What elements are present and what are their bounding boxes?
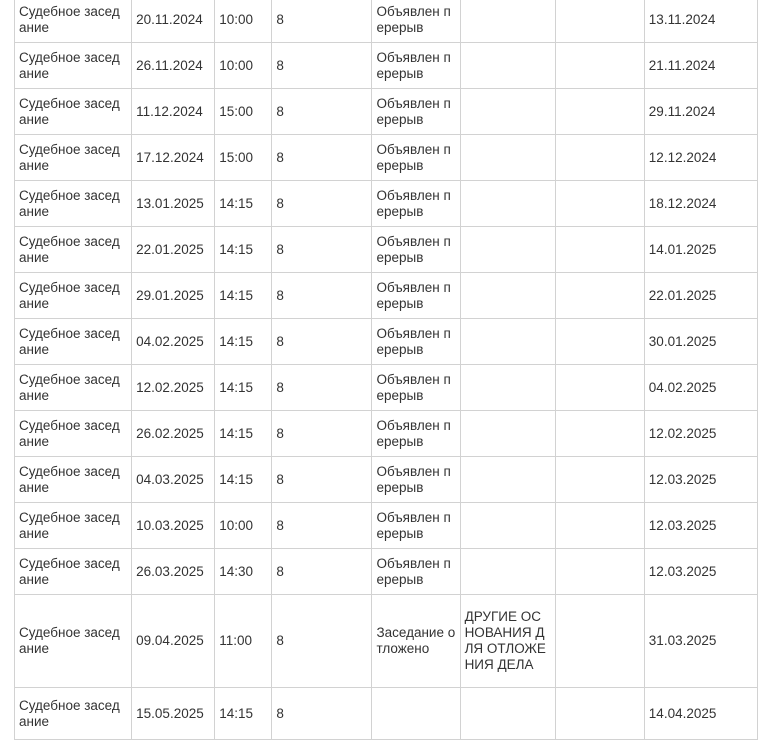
session-time-cell bbox=[215, 273, 272, 319]
table-row bbox=[15, 0, 758, 43]
session-result-cell bbox=[372, 227, 460, 273]
session-date-text: 10.03.2025 bbox=[136, 517, 204, 533]
note-cell bbox=[555, 688, 644, 740]
courtroom-text: 8 bbox=[276, 241, 284, 257]
publication-date-text: 12.03.2025 bbox=[648, 471, 717, 487]
session-date-cell bbox=[132, 43, 215, 89]
note-cell bbox=[555, 227, 644, 273]
publication-date-text: 22.01.2025 bbox=[648, 287, 717, 303]
table-row bbox=[15, 457, 758, 503]
session-time-text: 15:00 bbox=[219, 149, 254, 165]
session-date-cell bbox=[132, 135, 215, 181]
courtroom-text: 8 bbox=[276, 379, 284, 395]
session-time-cell bbox=[215, 135, 272, 181]
session-time-text: 10:00 bbox=[219, 517, 254, 533]
session-time-cell bbox=[215, 227, 272, 273]
session-type-cell bbox=[15, 365, 132, 411]
session-date-text: 15.05.2025 bbox=[136, 705, 204, 721]
session-type-text: Судебное заседание bbox=[19, 371, 120, 403]
publication-date-text: 04.02.2025 bbox=[648, 379, 717, 395]
session-type-text: Судебное заседание bbox=[19, 95, 120, 127]
table-row bbox=[15, 549, 758, 595]
session-date-cell bbox=[132, 319, 215, 365]
session-type-text: Судебное заседание bbox=[19, 697, 120, 729]
session-type-text: Судебное заседание bbox=[19, 3, 120, 35]
publication-date-cell bbox=[644, 43, 757, 89]
table-row bbox=[15, 273, 758, 319]
session-time-cell bbox=[215, 457, 272, 503]
session-result-cell bbox=[372, 595, 460, 688]
courtroom-cell bbox=[272, 503, 372, 549]
session-time-text: 11:00 bbox=[219, 633, 253, 648]
table-row bbox=[15, 365, 758, 411]
session-result-cell bbox=[372, 457, 460, 503]
courtroom-cell bbox=[272, 549, 372, 595]
table-row bbox=[15, 319, 758, 365]
session-date-text: 20.11.2024 bbox=[136, 11, 203, 27]
postponement-reason-cell bbox=[460, 457, 555, 503]
courtroom-text: 8 bbox=[276, 57, 284, 73]
session-result-text: Объявлен перерыв bbox=[376, 325, 451, 357]
session-date-text: 04.03.2025 bbox=[136, 471, 204, 487]
publication-date-text: 18.12.2024 bbox=[648, 195, 717, 211]
courtroom-cell bbox=[272, 89, 372, 135]
session-result-cell bbox=[372, 503, 460, 549]
session-time-text: 14:15 bbox=[219, 379, 254, 395]
postponement-reason-cell bbox=[460, 411, 555, 457]
session-time-text: 14:15 bbox=[219, 705, 254, 721]
session-time-text: 10:00 bbox=[219, 11, 254, 27]
session-type-text: Судебное заседание bbox=[19, 463, 120, 495]
courtroom-text: 8 bbox=[276, 471, 284, 487]
publication-date-text: 12.02.2025 bbox=[648, 425, 717, 441]
courtroom-text: 8 bbox=[276, 287, 284, 303]
note-cell bbox=[555, 135, 644, 181]
publication-date-cell bbox=[644, 89, 757, 135]
session-time-text: 15:00 bbox=[219, 103, 254, 119]
session-type-text: Судебное заседание bbox=[19, 555, 120, 587]
session-type-text: Судебное заседание bbox=[19, 49, 120, 81]
session-date-cell bbox=[132, 457, 215, 503]
courtroom-cell bbox=[272, 0, 372, 43]
courtroom-cell bbox=[272, 319, 372, 365]
session-date-text: 26.02.2025 bbox=[136, 425, 204, 441]
session-date-cell bbox=[132, 365, 215, 411]
session-type-cell bbox=[15, 273, 132, 319]
note-cell bbox=[555, 503, 644, 549]
session-time-text: 14:15 bbox=[219, 241, 254, 257]
table-row bbox=[15, 89, 758, 135]
table-row bbox=[15, 43, 758, 89]
courtroom-cell bbox=[272, 135, 372, 181]
session-result-text: Объявлен перерыв bbox=[376, 555, 451, 587]
postponement-reason-cell bbox=[460, 0, 555, 43]
session-result-cell bbox=[372, 688, 460, 740]
session-type-cell bbox=[15, 549, 132, 595]
session-type-text: Судебное заседание bbox=[19, 625, 120, 656]
session-date-cell bbox=[132, 411, 215, 457]
note-cell bbox=[555, 0, 644, 43]
session-time-cell bbox=[215, 688, 272, 740]
session-type-text: Судебное заседание bbox=[19, 141, 120, 173]
session-result-cell bbox=[372, 89, 460, 135]
session-time-cell bbox=[215, 181, 272, 227]
session-date-cell bbox=[132, 181, 215, 227]
courtroom-cell bbox=[272, 43, 372, 89]
session-time-text: 14:15 bbox=[219, 471, 254, 487]
session-type-cell bbox=[15, 181, 132, 227]
note-cell bbox=[555, 89, 644, 135]
publication-date-cell bbox=[644, 181, 757, 227]
note-cell bbox=[555, 273, 644, 319]
session-result-text: Объявлен перерыв bbox=[376, 233, 451, 265]
postponement-reason-cell bbox=[460, 365, 555, 411]
session-type-cell bbox=[15, 0, 132, 43]
session-time-cell bbox=[215, 411, 272, 457]
note-cell bbox=[555, 181, 644, 227]
session-result-text: Объявлен перерыв bbox=[376, 417, 451, 449]
courtroom-text: 8 bbox=[276, 705, 284, 721]
courtroom-text: 8 bbox=[276, 563, 284, 579]
courtroom-text: 8 bbox=[276, 195, 284, 211]
publication-date-text: 29.11.2024 bbox=[648, 103, 716, 119]
session-result-text: Объявлен перерыв bbox=[376, 95, 451, 127]
session-type-text: Судебное заседание bbox=[19, 509, 120, 541]
session-result-cell bbox=[372, 0, 460, 43]
postponement-reason-cell bbox=[460, 319, 555, 365]
note-cell bbox=[555, 365, 644, 411]
session-time-text: 14:15 bbox=[219, 287, 254, 303]
session-result-text: Объявлен перерыв bbox=[376, 49, 451, 81]
courtroom-cell bbox=[272, 273, 372, 319]
session-time-cell bbox=[215, 549, 272, 595]
schedule-table-container bbox=[14, 0, 758, 740]
courtroom-cell bbox=[272, 181, 372, 227]
publication-date-cell bbox=[644, 503, 757, 549]
session-date-text: 04.02.2025 bbox=[136, 333, 204, 349]
session-result-text: Объявлен перерыв bbox=[376, 509, 451, 541]
session-result-cell bbox=[372, 181, 460, 227]
session-date-cell bbox=[132, 89, 215, 135]
postponement-reason-cell bbox=[460, 273, 555, 319]
session-result-text: Объявлен перерыв bbox=[376, 141, 451, 173]
publication-date-text: 14.04.2025 bbox=[648, 705, 717, 721]
session-result-cell bbox=[372, 273, 460, 319]
session-time-cell bbox=[215, 595, 272, 688]
session-date-cell bbox=[132, 595, 215, 688]
publication-date-cell bbox=[644, 549, 757, 595]
postponement-reason-cell bbox=[460, 688, 555, 740]
session-time-cell bbox=[215, 365, 272, 411]
table-row bbox=[15, 503, 758, 549]
publication-date-text: 12.03.2025 bbox=[648, 517, 717, 533]
postponement-reason-cell bbox=[460, 43, 555, 89]
courtroom-text: 8 bbox=[276, 517, 284, 533]
session-time-cell bbox=[215, 43, 272, 89]
table-row bbox=[15, 227, 758, 273]
session-date-text: 22.01.2025 bbox=[136, 241, 204, 257]
session-type-cell bbox=[15, 688, 132, 740]
session-time-cell bbox=[215, 89, 272, 135]
session-type-cell bbox=[15, 89, 132, 135]
session-time-cell bbox=[215, 503, 272, 549]
session-date-cell bbox=[132, 549, 215, 595]
publication-date-cell bbox=[644, 319, 757, 365]
table-row bbox=[15, 181, 758, 227]
publication-date-text: 31.03.2025 bbox=[648, 633, 717, 648]
courtroom-text: 8 bbox=[276, 333, 284, 349]
session-date-text: 26.11.2024 bbox=[136, 57, 203, 73]
postponement-reason-cell bbox=[460, 181, 555, 227]
session-result-text: Объявлен перерыв bbox=[376, 371, 451, 403]
note-cell bbox=[555, 411, 644, 457]
postponement-reason-cell bbox=[460, 503, 555, 549]
session-type-text: Судебное заседание bbox=[19, 325, 120, 357]
session-type-text: Судебное заседание bbox=[19, 187, 120, 219]
table-row bbox=[15, 135, 758, 181]
publication-date-text: 13.11.2024 bbox=[648, 11, 716, 27]
session-result-cell bbox=[372, 549, 460, 595]
courtroom-cell bbox=[272, 688, 372, 740]
session-result-text: Заседание отложено bbox=[376, 625, 456, 656]
publication-date-cell bbox=[644, 411, 757, 457]
note-cell bbox=[555, 595, 644, 688]
postponement-reason-cell bbox=[460, 595, 555, 688]
session-result-text: Объявлен перерыв bbox=[376, 187, 451, 219]
session-date-cell bbox=[132, 503, 215, 549]
session-result-cell bbox=[372, 411, 460, 457]
session-time-text: 14:30 bbox=[219, 563, 254, 579]
publication-date-cell bbox=[644, 135, 757, 181]
session-result-text: Объявлен перерыв bbox=[376, 463, 451, 495]
publication-date-text: 14.01.2025 bbox=[648, 241, 717, 257]
session-date-cell bbox=[132, 0, 215, 43]
session-time-text: 14:15 bbox=[219, 333, 254, 349]
session-time-cell bbox=[215, 319, 272, 365]
session-time-text: 14:15 bbox=[219, 425, 254, 441]
session-type-cell bbox=[15, 43, 132, 89]
publication-date-text: 12.12.2024 bbox=[648, 149, 717, 165]
table-row bbox=[15, 595, 758, 688]
session-date-cell bbox=[132, 273, 215, 319]
session-time-text: 14:15 bbox=[219, 195, 254, 211]
note-cell bbox=[555, 319, 644, 365]
courtroom-cell bbox=[272, 411, 372, 457]
session-type-cell bbox=[15, 595, 132, 688]
courtroom-cell bbox=[272, 227, 372, 273]
session-type-text: Судебное заседание bbox=[19, 417, 120, 449]
postponement-reason-text: ДРУГИЕ ОСНОВАНИЯ ДЛЯ ОТЛОЖЕНИЯ ДЕЛА bbox=[464, 609, 546, 672]
session-date-text: 11.12.2024 bbox=[136, 103, 203, 119]
courtroom-cell bbox=[272, 595, 372, 688]
courtroom-text: 8 bbox=[276, 103, 284, 119]
note-cell bbox=[555, 549, 644, 595]
publication-date-cell bbox=[644, 457, 757, 503]
session-type-cell bbox=[15, 319, 132, 365]
session-type-cell bbox=[15, 411, 132, 457]
publication-date-cell bbox=[644, 273, 757, 319]
session-result-text: Объявлен перерыв bbox=[376, 279, 451, 311]
session-result-cell bbox=[372, 135, 460, 181]
session-result-cell bbox=[372, 319, 460, 365]
postponement-reason-cell bbox=[460, 227, 555, 273]
session-type-cell bbox=[15, 457, 132, 503]
court-sessions-table-body bbox=[15, 0, 758, 740]
publication-date-cell bbox=[644, 595, 757, 688]
note-cell bbox=[555, 457, 644, 503]
publication-date-cell bbox=[644, 0, 757, 43]
table-row bbox=[15, 411, 758, 457]
note-cell bbox=[555, 43, 644, 89]
session-date-text: 17.12.2024 bbox=[136, 149, 204, 165]
court-sessions-table bbox=[14, 0, 758, 740]
postponement-reason-cell bbox=[460, 89, 555, 135]
publication-date-text: 30.01.2025 bbox=[648, 333, 717, 349]
session-result-cell bbox=[372, 365, 460, 411]
session-date-cell bbox=[132, 227, 215, 273]
courtroom-text: 8 bbox=[276, 425, 284, 441]
session-type-text: Судебное заседание bbox=[19, 279, 120, 311]
postponement-reason-cell bbox=[460, 549, 555, 595]
session-type-text: Судебное заседание bbox=[19, 233, 120, 265]
session-type-cell bbox=[15, 227, 132, 273]
courtroom-text: 8 bbox=[276, 633, 284, 648]
courtroom-cell bbox=[272, 365, 372, 411]
session-result-text: Объявлен перерыв bbox=[376, 3, 451, 35]
session-type-cell bbox=[15, 135, 132, 181]
publication-date-text: 21.11.2024 bbox=[648, 57, 716, 73]
session-date-text: 12.02.2025 bbox=[136, 379, 204, 395]
session-time-text: 10:00 bbox=[219, 57, 254, 73]
publication-date-text: 12.03.2025 bbox=[648, 563, 717, 579]
session-date-text: 09.04.2025 bbox=[136, 633, 204, 648]
courtroom-text: 8 bbox=[276, 149, 284, 165]
session-result-cell bbox=[372, 43, 460, 89]
session-type-cell bbox=[15, 503, 132, 549]
table-row bbox=[15, 688, 758, 740]
postponement-reason-cell bbox=[460, 135, 555, 181]
session-time-cell bbox=[215, 0, 272, 43]
session-date-text: 26.03.2025 bbox=[136, 563, 204, 579]
courtroom-cell bbox=[272, 457, 372, 503]
session-date-text: 13.01.2025 bbox=[136, 195, 204, 211]
publication-date-cell bbox=[644, 688, 757, 740]
courtroom-text: 8 bbox=[276, 11, 284, 27]
publication-date-cell bbox=[644, 227, 757, 273]
publication-date-cell bbox=[644, 365, 757, 411]
session-date-text: 29.01.2025 bbox=[136, 287, 204, 303]
session-date-cell bbox=[132, 688, 215, 740]
